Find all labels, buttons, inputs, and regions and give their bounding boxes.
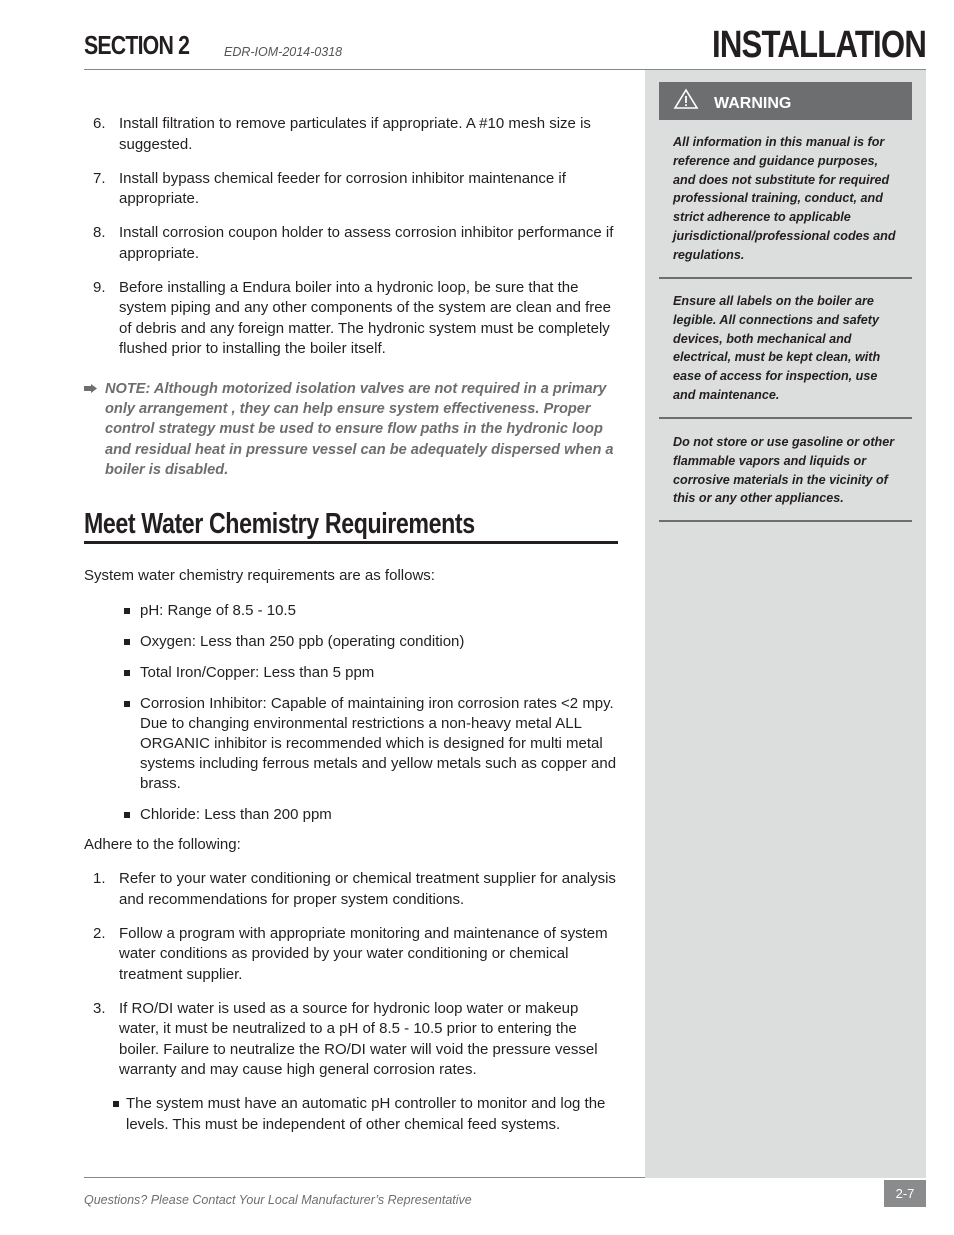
list-item: Oxygen: Less than 250 ppb (operating condition): [84, 632, 618, 652]
warning-triangle-icon: [673, 88, 699, 110]
warning-divider: [659, 277, 912, 279]
ph-controller-bullet: The system must have an automatic pH controller to monitor and log the levels. This must be independent of other chemical feed systems.: [113, 1094, 618, 1135]
warning-divider: [659, 417, 912, 419]
list-item: 7. Install bypass chemical feeder for corrosion inhibitor maintenance if appropriate.: [93, 169, 566, 207]
list-item: 3. If RO/DI water is used as a source for hydronic loop water or makeup water, it must be neutralized to a pH of 8.5 - 10.5 prior to entering the boiler. Failure to neutralize the RO/DI water will void the pressure vessel warranty and may cause high general corrosion rates.: [93, 999, 598, 1078]
list-item: Chloride: Less than 200 ppm: [84, 805, 618, 825]
section-heading: Meet Water Chemistry Requirements: [84, 508, 475, 540]
pointing-hand-icon: [84, 384, 97, 393]
bullet-icon: [113, 1101, 119, 1107]
list-item: Total Iron/Copper: Less than 5 ppm: [84, 663, 618, 683]
footer-contact: Questions? Please Contact Your Local Manufacturer’s Representative: [84, 1193, 472, 1207]
bullet-icon: [124, 812, 130, 818]
chemistry-intro: System water chemistry requirements are as follows:: [84, 567, 435, 584]
list-item: 9. Before installing a Endura boiler into a hydronic loop, be sure that the system piping and any other components of the system are clean and free of debris and any foreign matter. The hydronic system must be completely flushed prior to installing the boiler itself.: [93, 278, 611, 357]
adhere-steps: [84, 869, 618, 1094]
warning-header: [659, 82, 912, 120]
list-item: 6. Install filtration to remove particulates if appropriate. A #10 mesh size is suggested.: [93, 115, 591, 153]
adhere-intro: Adhere to the following:: [84, 836, 241, 853]
bullet-icon: [124, 608, 130, 614]
list-item: 2. Follow a program with appropriate monitoring and maintenance of system water conditions as provided by your water conditioning or chemical treatment supplier.: [93, 924, 608, 983]
warning-text-flammables: Do not store or use gasoline or other flammable vapors and liquids or corrosive materials in the vicinity of this or any other appliances.: [673, 435, 895, 506]
document-code: EDR-IOM-2014-0318: [224, 45, 343, 59]
footer-divider: [84, 1177, 645, 1178]
page-title: INSTALLATION: [711, 24, 926, 66]
warning-text-general: All information in this manual is for reference and guidance purposes, and does not substitute for required professional training, conduct, and strict adherence to applicable jurisdictional/professional codes and regulations.: [673, 135, 896, 262]
bullet-icon: [124, 639, 130, 645]
bullet-icon: [124, 701, 130, 707]
list-item: 8. Install corrosion coupon holder to assess corrosion inhibitor performance if appropriate.: [93, 224, 614, 262]
warning-divider: [659, 520, 912, 522]
list-item: Corrosion Inhibitor: Capable of maintaining iron corrosion rates <2 mpy. Due to changing environmental restrictions a non-heavy metal ALL ORGANIC inhibitor is recommended which is designed for multi metal systems including ferrous metals and yellow metals such as copper and brass.: [84, 694, 618, 794]
note-text: NOTE: Although motorized isolation valves are not required in a primary only arrangement , they can help ensure system effectiveness. Proper control strategy must be used to ensure flow paths in the hydronic loop and residual heat in pressure vessel can be adequately dispersed when a boiler is disabled.: [105, 381, 614, 478]
list-item: pH: Range of 8.5 - 10.5: [84, 601, 618, 621]
section-label: SECTION 2: [84, 30, 190, 60]
requirements-list: [84, 601, 618, 836]
warning-label: WARNING: [714, 95, 792, 112]
warning-text-labels: Ensure all labels on the boiler are legible. All connections and safety devices, both mechanical and electrical, must be kept clean, with ease of access for inspection, use and maintenance.: [673, 294, 881, 402]
heading-rule: [84, 541, 618, 544]
page-number: 2-7: [884, 1180, 926, 1207]
list-item: 1. Refer to your water conditioning or chemical treatment supplier for analysis and recommendations for proper system conditions.: [93, 870, 616, 908]
installation-steps: [84, 114, 618, 373]
note-block: [84, 379, 618, 480]
bullet-icon: [124, 670, 130, 676]
